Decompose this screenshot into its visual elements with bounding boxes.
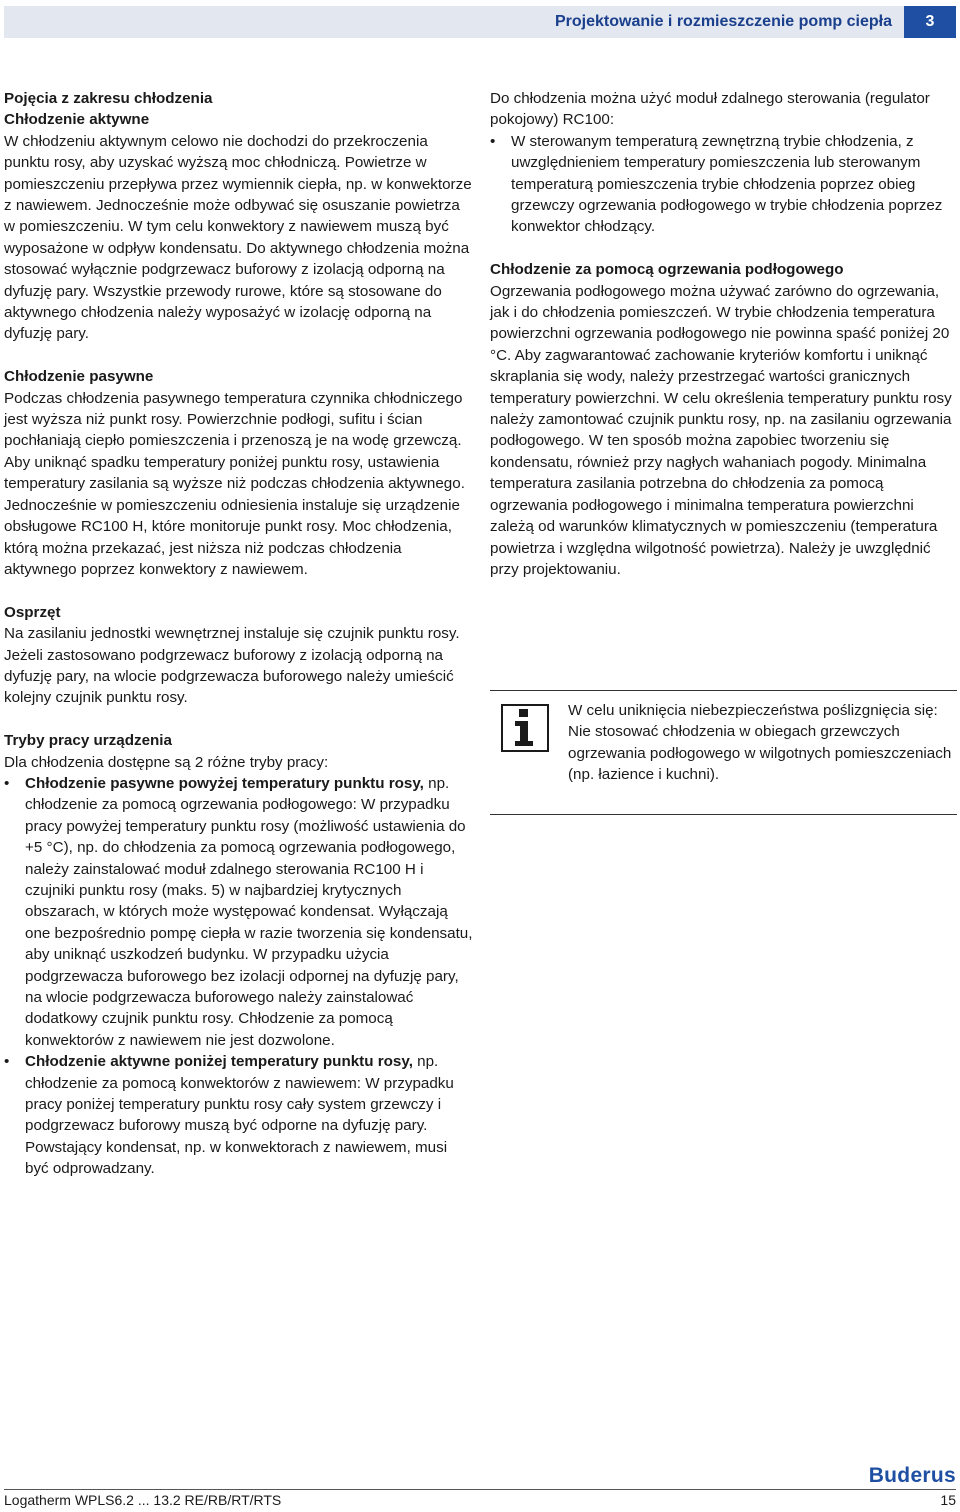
section-heading: Chłodzenie za pomocą ogrzewania podłogowego: [490, 261, 844, 279]
section-intro: Do chłodzenia można użyć moduł zdalnego sterowania (regulator pokojowy) RC100:: [490, 90, 930, 129]
list-item: [4, 773, 474, 1051]
page-header: [4, 6, 956, 38]
list-item-bold: Chłodzenie aktywne poniżej temperatury punktu rosy,: [25, 1053, 413, 1071]
section-heading: Osprzęt: [4, 603, 61, 621]
section-subheading: Chłodzenie aktywne: [4, 111, 150, 129]
section-text: Ogrzewania podłogowego można używać zarówno do ogrzewania, jak i do chłodzenia pomieszczeń. W trybie chłodzenia temperatura powierzchni ogrzewania podłogowego nie powinna spaść poniżej 20 °C. Aby zagwarantować zachowanie kryteriów komfortu i uniknąć skraplania się wody, należy przestrzegać wartości granicznych temperatury powierzchni. W celu określenia temperatury punktu rosy należy zamontować czujnik punktu rosy, np. na zasilaniu ogrzewania podłogowego. W ten sposób można zapobiec tworzeniu się kondensatu, również przy nagłych wahaniach pogody. Minimalna temperatura zasilania potrzebna do chłodzenia za pomocą ogrzewania podłogowego i minimalna temperatura powierzchni zależą od warunków klimatycznych w pomieszczeniu (temperatura powietrza i względna wilgotność powietrza). Należy je uwzględnić przy projektowaniu.: [490, 282, 952, 578]
page-number: 15: [940, 1492, 956, 1508]
list-item: • W sterowanym temperaturą zewnętrzną trybie chłodzenia, z uwzględnieniem temperatury pomieszczenia lub sterowanym temperaturą pomieszczenia trybie chłodzenia poprzez obieg grzewczy ogrzewania podłogowego w trybie chłodzenia poprzez konwektor chłodzący.: [490, 131, 960, 238]
section-intro: Dla chłodzenia dostępne są 2 różne tryby pracy:: [4, 753, 329, 771]
header-title: Projektowanie i rozmieszczenie pomp ciepła: [555, 13, 892, 30]
footer-document-title: Logatherm WPLS6.2 ... 13.2 RE/RB/RT/RTS: [4, 1492, 282, 1508]
section-heading: Tryby pracy urządzenia: [4, 732, 172, 750]
info-icon: [501, 704, 549, 752]
info-note: [490, 690, 957, 815]
section-heading: Pojęcia z zakresu chłodzenia: [4, 90, 213, 107]
section-text: Na zasilaniu jednostki wewnętrznej instaluje się czujnik punktu rosy. Jeżeli zastosowano podgrzewacz buforowy z izolacją odporną na dyfuzję pary, na wlocie podgrzewacza buforowego należy umieścić kolejny czujnik punktu rosy.: [4, 625, 460, 707]
chapter-number: 3: [904, 6, 956, 38]
brand-logo: Buderus: [868, 1464, 956, 1487]
rc-list: [490, 131, 960, 238]
footer-divider: [4, 1489, 956, 1490]
info-glyph: [513, 709, 537, 747]
section-passive-cooling: [4, 366, 474, 580]
mode-list: [4, 773, 474, 1180]
section-text: Podczas chłodzenia pasywnego temperatura czynnika chłodniczego jest wyższa niż punkt rosy. Powierzchnie podłogi, sufitu i ścian pochłaniają ciepło pomieszczenia i przenoszą je na wodę grzewczą. Aby uniknąć spadku temperatury poniżej punktu rosy, ustawienia temperatury zasilania są wyższe niż podczas chłodzenia aktywnego. Jednocześnie w pomieszczeniu odniesienia instaluje się urządzenie obsługowe RC100 H, które monitoruje punkt rosy. Moc chłodzenia, którą można przekazać, jest niższa niż podczas chłodzenia aktywnego poprzez konwektory z nawiewem.: [4, 389, 465, 578]
section-text: W chłodzeniu aktywnym celowo nie dochodzi do przekroczenia punktu rosy, aby uzyskać wyższą moc chłodniczą. Powietrze w pomieszczeniu przepływa przez wymiennik ciepła, np. w konwektorze z nawiewem. Jednocześnie może odbywać się osuszanie powietrza w pomieszczeniu. W tym celu konwektory z nawiewem muszą być wyposażone w odpływ kondensatu. Do aktywnego chłodzenia można stosować wyłącznie podgrzewacz buforowy z izolacją odporną na dyfuzję pary. Wszystkie przewody rurowe, które są stosowane do aktywnego chłodzenia należy wyposażyć w izolację odporną na dyfuzję pary.: [4, 132, 472, 343]
section-remote-control: [490, 88, 960, 238]
section-accessories: [4, 602, 474, 709]
list-item: [4, 1051, 474, 1179]
right-column: [490, 88, 960, 602]
section-floor-cooling: [490, 259, 960, 580]
info-text: W celu uniknięcia niebezpieczeństwa poślizgnięcia się: Nie stosować chłodzenia w obiegach grzewczych ogrzewania podłogowego w wilgotnych pomieszczeniach (np. łazience i kuchni).: [568, 702, 952, 784]
list-item-text: np. chłodzenie za pomocą konwektorów z nawiewem: W przypadku pracy poniżej temperatury punktu rosy cały system grzewczy i podgrzewacz buforowy muszą być odporne na dyfuzję pary. Powstający kondensat, np. w konwektorach z nawiewem, musi być odprowadzany.: [25, 1053, 454, 1178]
list-item-text: np. chłodzenie za pomocą ogrzewania podłogowego: W przypadku pracy powyżej temperatury punktu rosy (możliwość ustawienia do +5 °C), np. do chłodzenia za pomocą ogrzewania podłogowego, należy zainstalować moduł zdalnego sterowania RC100 H i czujniki punktu rosy (maks. 5) w najbardziej krytycznych obszarach, w których może występować kondensat. Wyłączają one bezpośrednio pompę ciepła w razie tworzenia się kondensatu, aby uniknąć uszkodzeń budynku. W przypadku użycia podgrzewacza buforowego bez izolacji odpornej na dyfuzję pary, na wlocie podgrzewacza buforowego należy zainstalować dodatkowy czujnik punktu rosy. Chłodzenie za pomocą konwektorów z nawiewem nie jest dozwolone.: [25, 774, 473, 1049]
section-cooling-terms: [4, 88, 474, 345]
list-item-bold: Chłodzenie pasywne powyżej temperatury punktu rosy,: [25, 774, 424, 792]
left-column: [4, 88, 474, 1201]
section-heading: Chłodzenie pasywne: [4, 368, 154, 386]
section-operating-modes: [4, 730, 474, 1180]
